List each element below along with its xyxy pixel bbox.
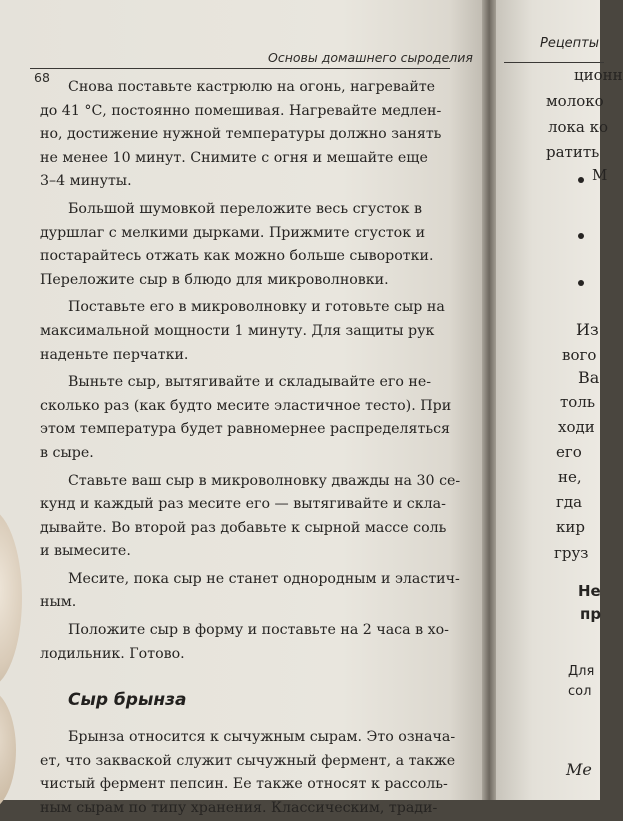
bullet-icon <box>578 177 584 183</box>
text-line: ным сырам по типу хранения. Классическим, тради- <box>40 800 438 817</box>
text-line: Выньте сыр, вытягивайте и складывайте его не- <box>68 374 432 391</box>
text-line: но, достижение нужной температуры должно занять <box>40 126 442 143</box>
text-line: этом температура будет равномернее распределяться <box>40 421 450 438</box>
section-heading: Сыр брынза <box>68 690 187 711</box>
text-line: в сыре. <box>40 444 94 461</box>
text-line: Положите сыр в форму и поставьте на 2 часа в хо- <box>68 622 449 639</box>
right-fragment: молоко <box>546 92 604 110</box>
page-number: 68 <box>34 70 50 85</box>
right-fragment: груз <box>554 544 589 562</box>
text-line: ным. <box>40 594 77 611</box>
right-fragment: не, <box>558 468 582 486</box>
text-line: максимальной мощности 1 минуту. Для защиты рук <box>40 322 435 339</box>
right-fragment: М <box>592 166 608 184</box>
text-line: Переложите сыр в блюдо для микроволновки. <box>40 271 389 288</box>
right-fragment: кир <box>556 518 585 536</box>
text-line: Снова поставьте кастрюлю на огонь, нагревайте <box>68 79 436 95</box>
text-line: чистый фермент пепсин. Ее также относят к рассоль- <box>40 776 448 793</box>
text-line: постарайтесь отжать как можно больше сыворотки. <box>40 248 434 265</box>
header-rule <box>30 68 450 69</box>
bullet-icon <box>578 233 584 239</box>
right-fragment: вого <box>562 346 597 364</box>
body-text <box>40 76 468 821</box>
right-fragment: гда <box>556 493 583 511</box>
right-fragment: Не <box>578 582 601 600</box>
section-paragraph <box>40 726 468 820</box>
running-head: Основы домашнего сыроделия <box>268 50 473 65</box>
text-line: и вымесите. <box>40 543 131 560</box>
text-line: дуршлаг с мелкими дырками. Прижмите сгусток и <box>40 224 426 241</box>
right-fragment: сол <box>568 684 592 699</box>
text-line: до 41 °С, постоянно помешивая. Нагревайте медлен- <box>40 102 442 119</box>
right-fragment: пр <box>580 605 602 623</box>
text-line: лодильник. Готово. <box>40 645 185 662</box>
right-fragment: толь <box>560 393 596 411</box>
text-line: Большой шумовкой переложите весь сгусток в <box>68 200 423 217</box>
right-fragment: Ва <box>578 368 600 387</box>
right-fragment: Из <box>576 320 599 339</box>
right-fragment: ходи <box>558 418 595 436</box>
text-line: не менее 10 минут. Снимите с огня и мешайте еще <box>40 149 428 166</box>
paragraphs <box>40 76 468 666</box>
right-fragment: его <box>556 443 582 461</box>
text-line: дывайте. Во второй раз добавьте к сырной массе соль <box>40 519 447 536</box>
bullet-icon <box>578 280 584 286</box>
right-fragment: лока ко <box>548 118 609 136</box>
right-fragment: ратить <box>546 143 600 161</box>
right-fragment: Ме <box>566 760 592 779</box>
right-header-rule <box>504 62 604 63</box>
thumb <box>0 508 22 688</box>
text-line: Брынза относится к сычужным сырам. Это означа- <box>68 729 456 746</box>
right-fragment: ционн <box>574 66 623 84</box>
text-line: сколько раз (как будто месите эластичное тесто). При <box>40 397 452 414</box>
right-fragment: Для <box>568 664 595 679</box>
right-running-head: Рецепты <box>540 36 600 51</box>
text-line: Месите, пока сыр не станет однородным и эластич- <box>68 570 460 587</box>
text-line: 3–4 минуты. <box>40 173 132 190</box>
text-line: наденьте перчатки. <box>40 346 189 363</box>
text-line: кунд и каждый раз месите его — вытягивайте и скла- <box>40 496 446 513</box>
text-line: Поставьте его в микроволновку и готовьте сыр на <box>68 299 445 316</box>
right-page <box>496 0 623 800</box>
text-line: ет, что закваской служит сычужный фермент, а также <box>40 752 456 769</box>
finger <box>0 690 16 810</box>
text-line: Ставьте ваш сыр в микроволновку дважды на 30 се- <box>68 472 461 489</box>
